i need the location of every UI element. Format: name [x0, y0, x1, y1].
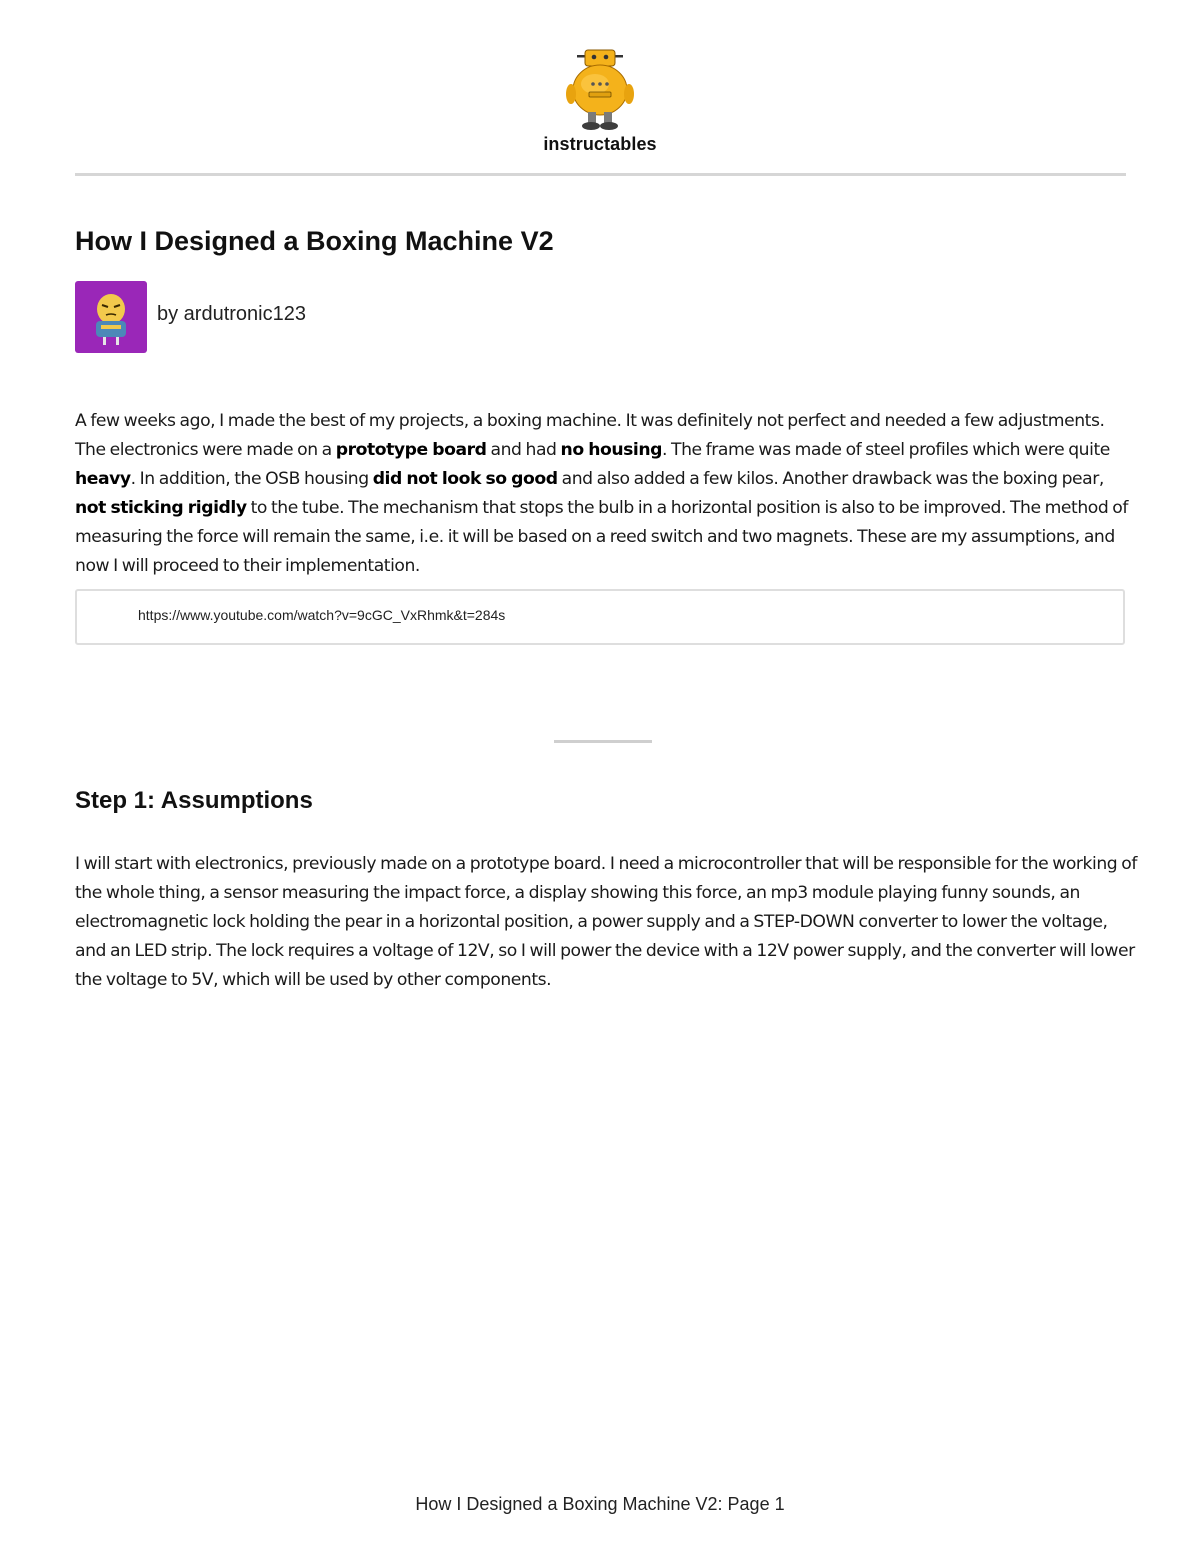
- intro-paragraph: [75, 407, 1137, 581]
- intro-text: and had: [486, 440, 561, 460]
- step-1-title: Step 1: Assumptions: [75, 787, 313, 814]
- intro-text: A few weeks ago, I made the best of my projects, a boxing machine. It was definitely not perfect and needed a few adjustments. The electronics were made on a: [75, 411, 1105, 460]
- intro-emphasis: not sticking rigidly: [75, 498, 247, 518]
- intro-emphasis: no housing: [560, 440, 662, 460]
- step-1-body: I will start with electronics, previously made on a prototype board. I need a microcontroller that will be responsible for the working of the whole thing, a sensor measuring the impact force, a display showing this force, an mp3 module playing funny sounds, an electromagnetic lock holding the pear in a horizontal position, a power supply and a STEP-DOWN converter to lower the voltage, and an LED strip. The lock requires a voltage of 12V, so I will power the device with a 12V power supply, and the converter will lower the voltage to 5V, which will be used by other components.: [75, 854, 1137, 990]
- author-byline: [75, 281, 306, 353]
- site-logo-text[interactable]: instructables: [543, 134, 657, 154]
- intro-text: to the tube. The mechanism that stops the bulb in a horizontal position is also to be improved. The method of measuring the force will remain the same, i.e. it will be based on a reed switch and two magnets. These are my assumptions, and now I will proceed to their implementation.: [75, 498, 1128, 576]
- avatar-character-icon: [75, 281, 147, 353]
- instructables-robot-icon[interactable]: [565, 48, 635, 132]
- author-avatar[interactable]: [75, 281, 147, 353]
- intro-text: and also added a few kilos. Another drawback was the boxing pear,: [557, 469, 1104, 489]
- site-header: [0, 48, 1200, 155]
- intro-text: . In addition, the OSB housing: [130, 469, 373, 489]
- author-name[interactable]: by ardutronic123: [157, 302, 306, 325]
- article-title: How I Designed a Boxing Machine V2: [75, 226, 554, 256]
- intro-emphasis: heavy: [75, 469, 131, 489]
- intro-text: . The frame was made of steel profiles which were quite: [662, 440, 1110, 460]
- section-divider: [554, 740, 652, 743]
- video-url-link[interactable]: https://www.youtube.com/watch?v=9cGC_VxRhmk&t=284s: [138, 607, 506, 623]
- embedded-video-box[interactable]: [75, 589, 1125, 645]
- page-footer: How I Designed a Boxing Machine V2: Page 1: [415, 1494, 785, 1514]
- intro-emphasis: prototype board: [335, 440, 487, 460]
- intro-emphasis: did not look so good: [372, 469, 558, 489]
- header-divider: [75, 173, 1126, 176]
